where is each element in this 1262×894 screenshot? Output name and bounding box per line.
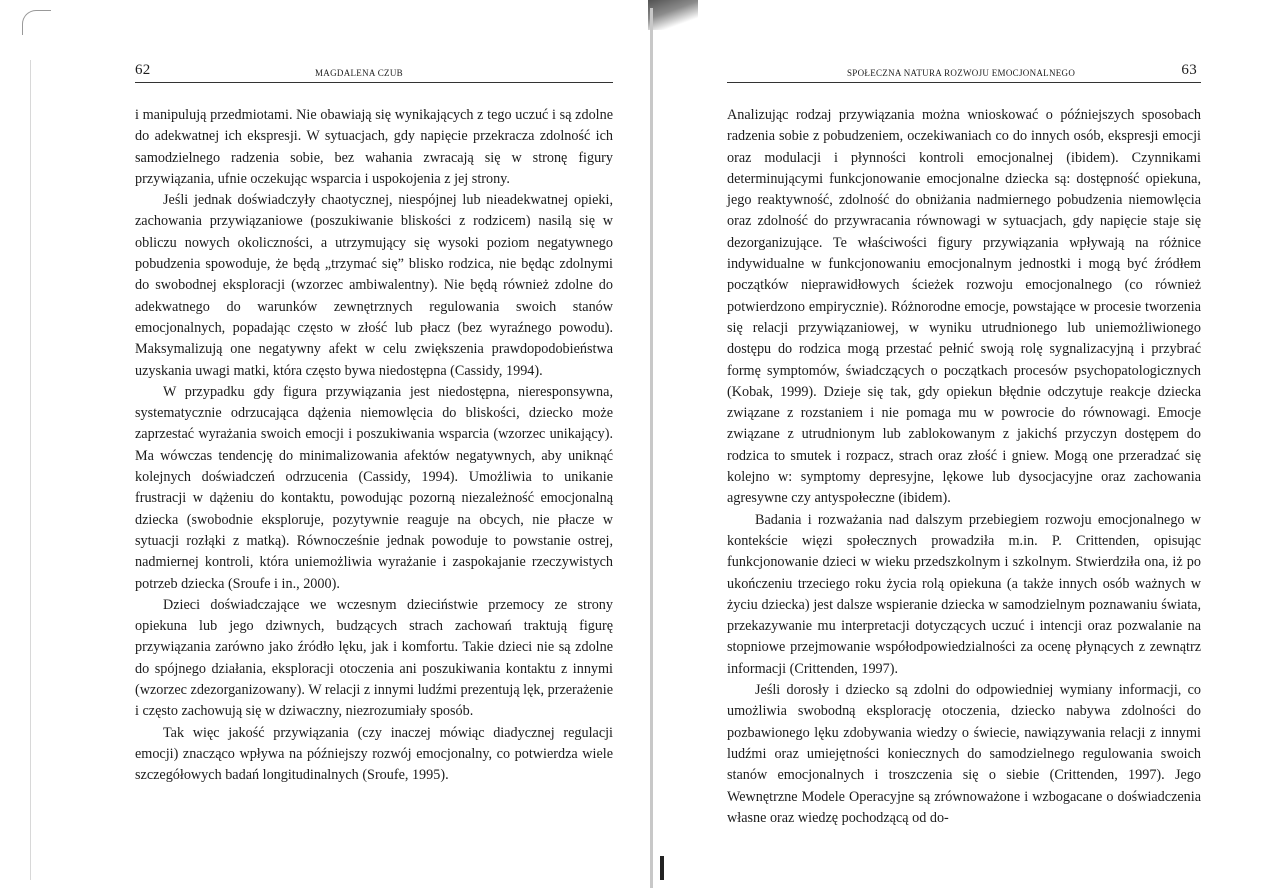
paragraph: i manipulują przedmiotami. Nie obawiają się wynikających z tego uczuć i są zdolne do adekwatnej ich ekspresji. W sytuacjach, gdy napięcie przekracza zdolność ich samodzielnego radzenia sobie, bez wahania zwracają się w stronę figury przywiązania, ufnie oczekując wsparcia i uspokojenia z jej strony. — [135, 107, 613, 187]
left-running-head — [135, 56, 613, 83]
page-number: 63 — [1181, 62, 1197, 78]
right-body-text — [727, 105, 1201, 829]
left-body-text — [135, 105, 613, 787]
paragraph: Jeśli jednak doświadczyły chaotycznej, niespójnej lub nieadekwatnej opieki, zachowania przywiązaniowe (poszukiwanie bliskości z rodzicem) nasilą się w obliczu nowych okoliczności, a utrzymujący się wysoki poziom negatywnego pobudzenia spowoduje, że będą „trzymać się” blisko rodzica, nie będąc zdolnymi do swobodnej eksploracji (wzorzec ambiwalentny). Nie będą również zdolne do adekwatnego do warunków zewnętrznych regulowania swoich stanów emocjonalnych, popadając często w złość lub płacz (bez wyraźnego powodu). Maksymalizują one negatywny afekt w celu zwiększenia prawdopodobieństwa uzyskania uwagi matki, która często bywa niedostępna (Cassidy, 1994). — [135, 192, 613, 379]
right-page — [727, 56, 1201, 829]
gutter-shadow-top — [648, 0, 698, 30]
paragraph: Tak więc jakość przywiązania (czy inaczej mówiąc diadycznej regulacji emocji) znacząco wpływa na późniejszy rozwój emocjonalny, co potwierdza wiele szczegółowych badań longitudinalnych (Sroufe, 1995). — [135, 724, 613, 784]
scan-corner-mark — [22, 10, 51, 35]
book-gutter — [650, 8, 653, 888]
paragraph: Dzieci doświadczające we wczesnym dzieciństwie przemocy ze strony opiekuna lub jego dziwnych, budzących strach zachowań traktują figurę przywiązania zarówno jako źródło lęku, jak i komfortu. Takie dzieci nie są zdolne do spójnego działania, eksploracji otoczenia ani poszukiwania kontaktu z innymi (wzorzec zdezorganizowany). W relacji z innymi ludźmi prezentują lęk, przerażenie i często zachowują się w dziwaczny, niezrozumiały sposób. — [135, 596, 613, 720]
paragraph: Analizując rodzaj przywiązania można wnioskować o późniejszych sposobach radzenia sobie z pobudzeniem, oczekiwaniach co do innych osób, ekspresji emocji oraz modulacji i płynności kontroli emocjonalnej (ibidem). Czynnikami determinującymi funkcjonowanie emocjonalne dziecka są: dostępność opiekuna, jego reaktywność, zdolność do obniżania nadmiernego pobudzenia niemowlęcia oraz zdolność do przywracania równowagi w sytuacjach, gdy napięcie staje się dezorganizujące. Te właściwości figury przywiązania wpływają na różnice indywidualne w funkcjonowaniu emocjonalnym jednostki i mogą być źródłem początków nieprawidłowych ścieżek rozwoju emocjonalnego (co również potwierdzono empirycznie). Różnorodne emocje, powstające w procesie tworzenia się relacji przywiązaniowej, w wyniku utrudnionego lub uniemożliwionego dostępu do rodzica mogą przestać pełnić swoją rolę sygnalizacyjną i przybrać formę symptomów, świadczących o początkach procesów psychopatologicznych (Kobak, 1999). Dzieje się tak, gdy opiekun błędnie odczytuje reakcje dziecka związane z rozstaniem i nie pomaga mu w powrocie do równowagi. Emocje związane z utrudnionym lub zablokowanym z jakichś przyczyn dostępem do rodzica to smutek i rozpacz, strach oraz złość i gniew. Mogą one przeradzać się kolejno w: symptomy depresyjne, lękowe lub dysocjacyjne oraz zachowania agresywne czy antyspołeczne (ibidem). — [727, 107, 1201, 507]
paragraph: Jeśli dorosły i dziecko są zdolni do odpowiedniej wymiany informacji, co umożliwia swobodną eksplorację otoczenia, dziecko nabywa zdolności do pozbawionego lęku zdobywania wiedzy o świecie, nawiązywania relacji z innymi ludźmi oraz umiejętności koniecznych do samodzielnego regulowania swoich stanów emocjonalnych i troszczenia się o siebie (Crittenden, 1997). Jego Wewnętrzne Modele Operacyjne są zrównoważone i wzbogacane o doświadczenia własne oraz wiedzę pochodzącą od do- — [727, 682, 1201, 826]
left-page — [135, 56, 613, 787]
running-head-author: MAGDALENA CZUB — [315, 68, 403, 78]
paragraph: W przypadku gdy figura przywiązania jest niedostępna, nieresponsywna, systematycznie odrzucająca dążenia niemowlęcia do bliskości, dziecko może zaprzestać wyrażania swoich emocji i poszukiwania wsparcia (wzorzec unikający). Ma wówczas tendencję do minimalizowania afektów negatywnych, aby uniknąć kolejnych doświadczeń odrzucenia (Cassidy, 1994). Umożliwia to unikanie frustracji w dążeniu do kontaktu, powodując pozorną niezależność emocjonalną dziecka (swobodnie eksploruje, pozytywnie reaguje na obcych, nie płacze w sytuacji rozłąki z matką). Równocześnie jednak powoduje to powstanie ostrej, nadmiernej kontroli, która uniemożliwia wyrażanie i zaspokajanie rzeczywistych potrzeb dziecka (Sroufe i in., 2000). — [135, 383, 613, 592]
paragraph: Badania i rozważania nad dalszym przebiegiem rozwoju emocjonalnego w kontekście więzi społecznych prowadziła m.in. P. Crittenden, opisując funkcjonowanie dzieci w wieku przedszkolnym i szkolnym. Stwierdziła ona, iż po ukończeniu trzeciego roku życia rolą opiekuna (a także innych osób ważnych w życiu dziecka) jest dalsze wspieranie dziecka w samodzielnym poznawaniu świata, przekazywanie mu interpretacji dotyczących uczuć i intencji oraz pozwalanie na stopniowe przejmowanie współodpowiedzialności za ocenę płynących z zewnątrz informacji (Crittenden, 1997). — [727, 511, 1201, 677]
gutter-shadow-bottom — [660, 856, 664, 880]
running-head-chapter: SPOŁECZNA NATURA ROZWOJU EMOCJONALNEGO — [847, 68, 1076, 78]
scan-page-edge — [30, 60, 31, 880]
right-running-head — [727, 56, 1201, 83]
page-number: 62 — [135, 62, 151, 78]
